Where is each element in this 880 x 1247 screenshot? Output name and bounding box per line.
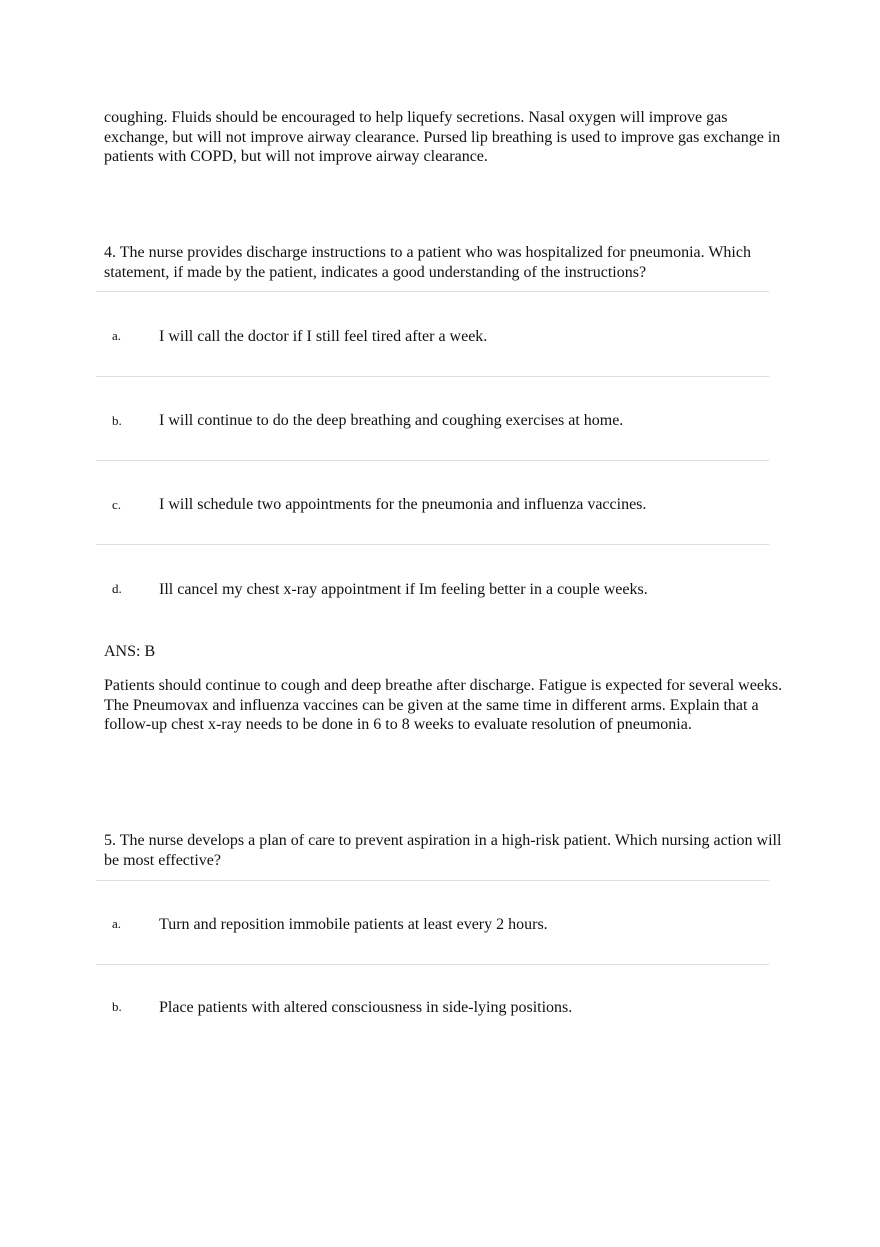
divider	[96, 544, 769, 545]
option-letter: d.	[112, 581, 122, 596]
option-text: Turn and reposition immobile patients at least every 2 hours.	[159, 916, 548, 933]
option-text: I will continue to do the deep breathing and coughing exercises at home.	[159, 412, 624, 429]
option-letter: a.	[112, 328, 122, 343]
option-text: I will schedule two appointments for the pneumonia and influenza vaccines.	[159, 496, 647, 513]
option-letter: b.	[112, 999, 122, 1014]
divider	[96, 964, 769, 965]
option-text: Ill cancel my chest x-ray appointment if Im feeling better in a couple weeks.	[159, 581, 648, 598]
question-4-stem: 4. The nurse provides discharge instructions to a patient who was hospitalized for pneumonia. Which statement, if made by the patient, indicates a good understanding of the instructions?	[104, 244, 751, 281]
question-5-stem: 5. The nurse develops a plan of care to prevent aspiration in a high-risk patient. Which nursing action will be most effective?	[104, 832, 782, 869]
divider	[96, 880, 769, 881]
option-text: I will call the doctor if I still feel tired after a week.	[159, 328, 488, 345]
option-letter: b.	[112, 413, 122, 428]
rationale-continuation: coughing. Fluids should be encouraged to help liquefy secretions. Nasal oxygen will improve gas exchange, but will not improve airway clearance. Pursed lip breathing is used to improve gas exchange in patients with COPD, but will not improve airway clearance.	[104, 109, 781, 165]
divider	[96, 460, 769, 461]
divider	[96, 376, 769, 377]
option-letter: a.	[112, 916, 122, 931]
question-4-answer: ANS: B	[104, 643, 156, 660]
divider	[96, 291, 769, 292]
option-text: Place patients with altered consciousness in side-lying positions.	[159, 999, 573, 1016]
question-4-rationale: Patients should continue to cough and deep breathe after discharge. Fatigue is expected for several weeks. The Pneumovax and influenza vaccines can be given at the same time in different arms. Explain that a follow-up chest x-ray needs to be done in 6 to 8 weeks to evaluate resolution of pneumonia.	[104, 677, 783, 733]
option-letter: c.	[112, 497, 122, 512]
